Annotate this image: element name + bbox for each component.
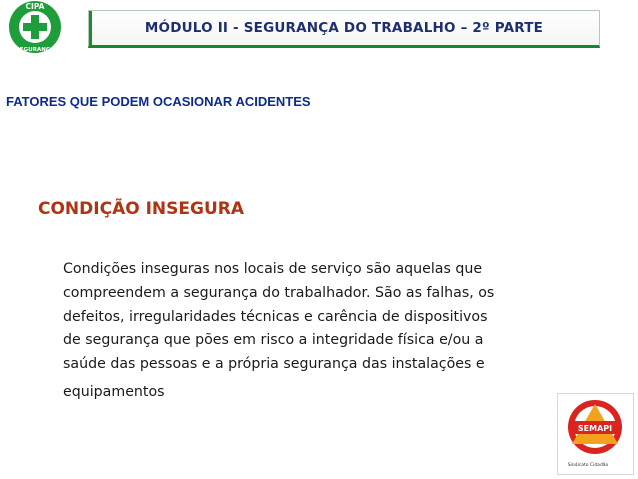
module-header	[88, 10, 600, 48]
body-line: equipamentos	[63, 383, 165, 400]
semapi-logo-caption: Sindicato Cidadão	[567, 463, 609, 468]
semapi-logo-name: SEMAPI	[577, 424, 613, 433]
cipa-logo	[0, 0, 70, 56]
content-heading: CONDIÇÃO INSEGURA	[38, 199, 245, 219]
body-line: Condições inseguras nos locais de serviço são aquelas que	[63, 261, 483, 277]
cipa-logo-bottom-text: SEGURANÇA	[15, 47, 55, 53]
body-paragraph	[63, 258, 593, 405]
body-line: defeitos, irregularidades técnicas e carência de dispositivos	[63, 308, 488, 325]
body-line: compreendem a segurança do trabalhador. São as falhas, os	[63, 284, 495, 301]
section-title: FATORES QUE PODEM OCASIONAR ACIDENTES	[6, 94, 311, 109]
body-line: saúde das pessoas e a própria segurança das instalações e	[63, 356, 485, 373]
body-line: de segurança que pões em risco a integridade física e/ou a	[63, 332, 484, 349]
cipa-logo-top-text: CIPA	[25, 2, 45, 11]
semapi-logo	[557, 393, 634, 475]
module-title: MÓDULO II - SEGURANÇA DO TRABALHO – 2º PARTE	[144, 20, 544, 36]
